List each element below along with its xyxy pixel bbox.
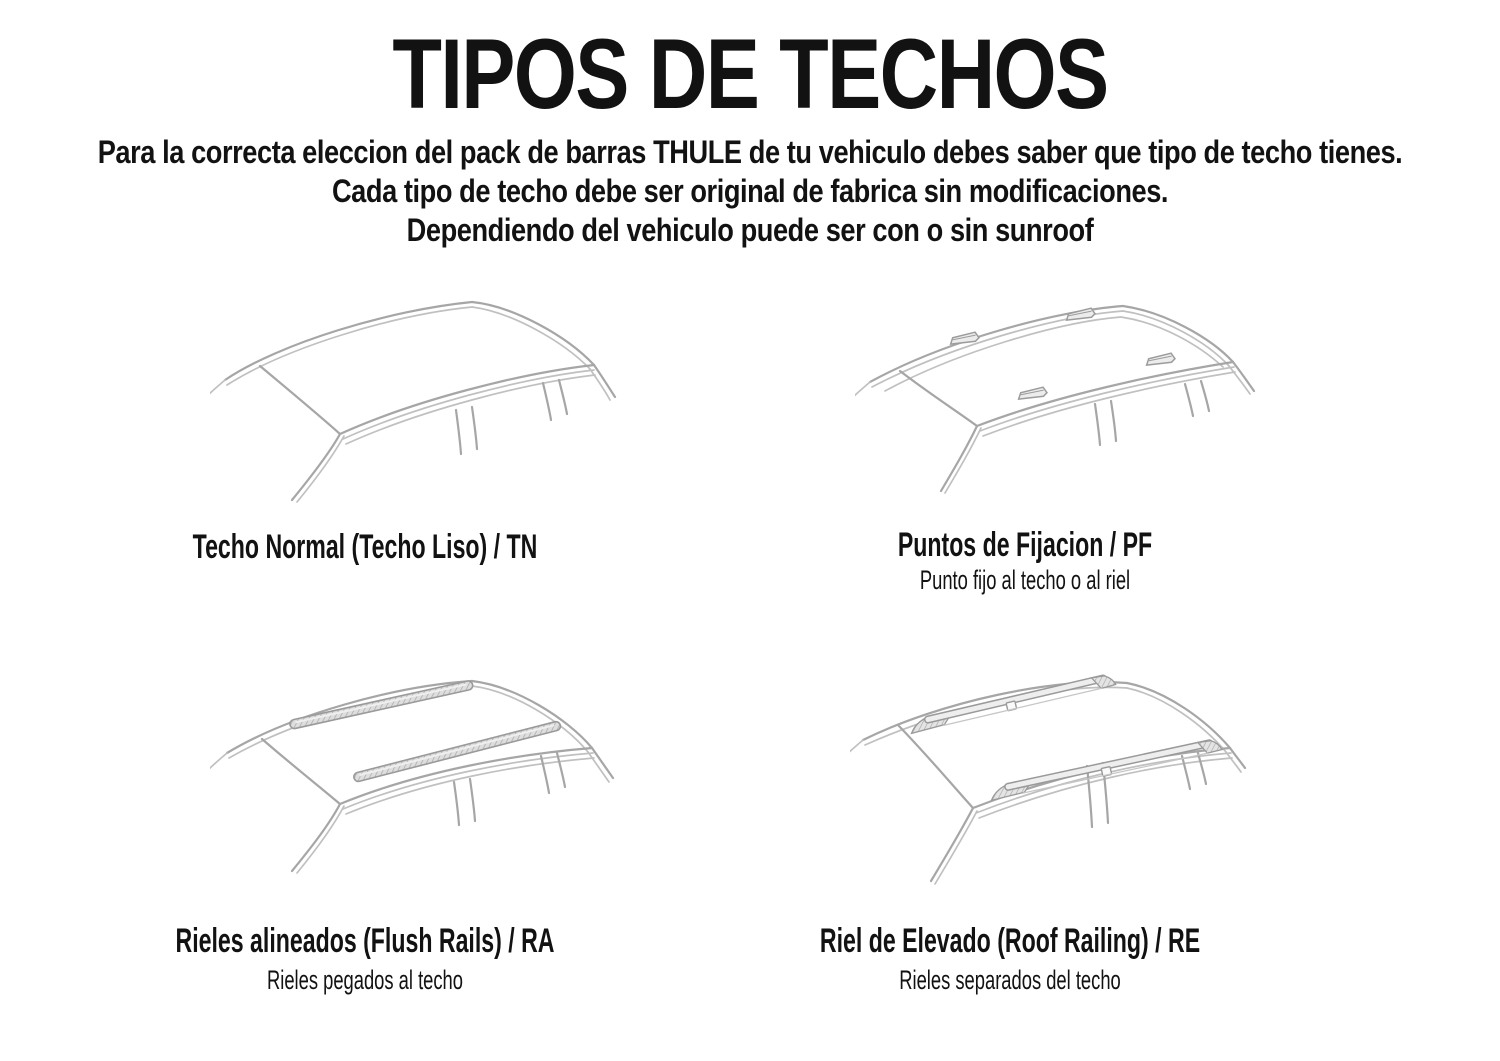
flush-rail	[289, 680, 474, 729]
roof-cell-puntos-fijacion	[770, 280, 1330, 610]
roof-outline	[210, 302, 615, 502]
fixpoint-pad	[1145, 353, 1175, 366]
raised-rail	[909, 673, 1116, 734]
roof-outline	[210, 681, 613, 873]
roof-cell-techo-normal	[60, 280, 670, 610]
roof-cell-riel-elevado	[760, 655, 1330, 1000]
roof-type-sublabel: Rieles separados del techo	[899, 965, 1121, 995]
roof-type-label: Rieles alineados (Flush Rails) / RA	[175, 922, 555, 960]
caption-puntos-fijacion	[775, 525, 1275, 595]
roof-type-label: Techo Normal (Techo Liso) / TN	[192, 528, 538, 566]
roof-type-label: Riel de Elevado (Roof Railing) / RE	[819, 922, 1201, 960]
raised-railing-roof-illustration	[850, 655, 1250, 890]
fixpoint-roof-illustration	[855, 295, 1265, 510]
roof-type-sublabel: Rieles pegados al techo	[267, 965, 463, 995]
flush-rails-roof-illustration	[210, 665, 620, 890]
caption-rieles-alineados	[70, 921, 660, 995]
roof-outline	[855, 306, 1254, 493]
raised-rails	[909, 673, 1223, 801]
roof-outline	[850, 682, 1245, 884]
caption-riel-elevado	[760, 921, 1260, 995]
roof-type-label: Puntos de Fijacion / PF	[897, 526, 1153, 564]
intro-paragraph	[0, 133, 1500, 250]
normal-roof-illustration	[210, 288, 620, 518]
intro-line-3: Dependiendo del vehiculo puede ser con o sin sunroof	[406, 212, 1094, 248]
intro-line-1: Para la correcta eleccion del pack de barras THULE de tu vehiculo debes saber que tipo de techo tienes.	[97, 134, 1403, 170]
page-title-text: TIPOS DE TECHOS	[392, 18, 1108, 129]
fixpoint-pad	[1017, 387, 1047, 400]
page-title	[0, 18, 1500, 129]
roof-cell-rieles-alineados	[60, 660, 670, 1000]
caption-techo-normal	[70, 527, 660, 567]
roof-type-sublabel: Punto fijo al techo o al riel	[919, 565, 1131, 595]
fixpoint-pad	[1065, 308, 1095, 321]
intro-line-2: Cada tipo de techo debe ser original de fabrica sin modificaciones.	[331, 173, 1169, 209]
